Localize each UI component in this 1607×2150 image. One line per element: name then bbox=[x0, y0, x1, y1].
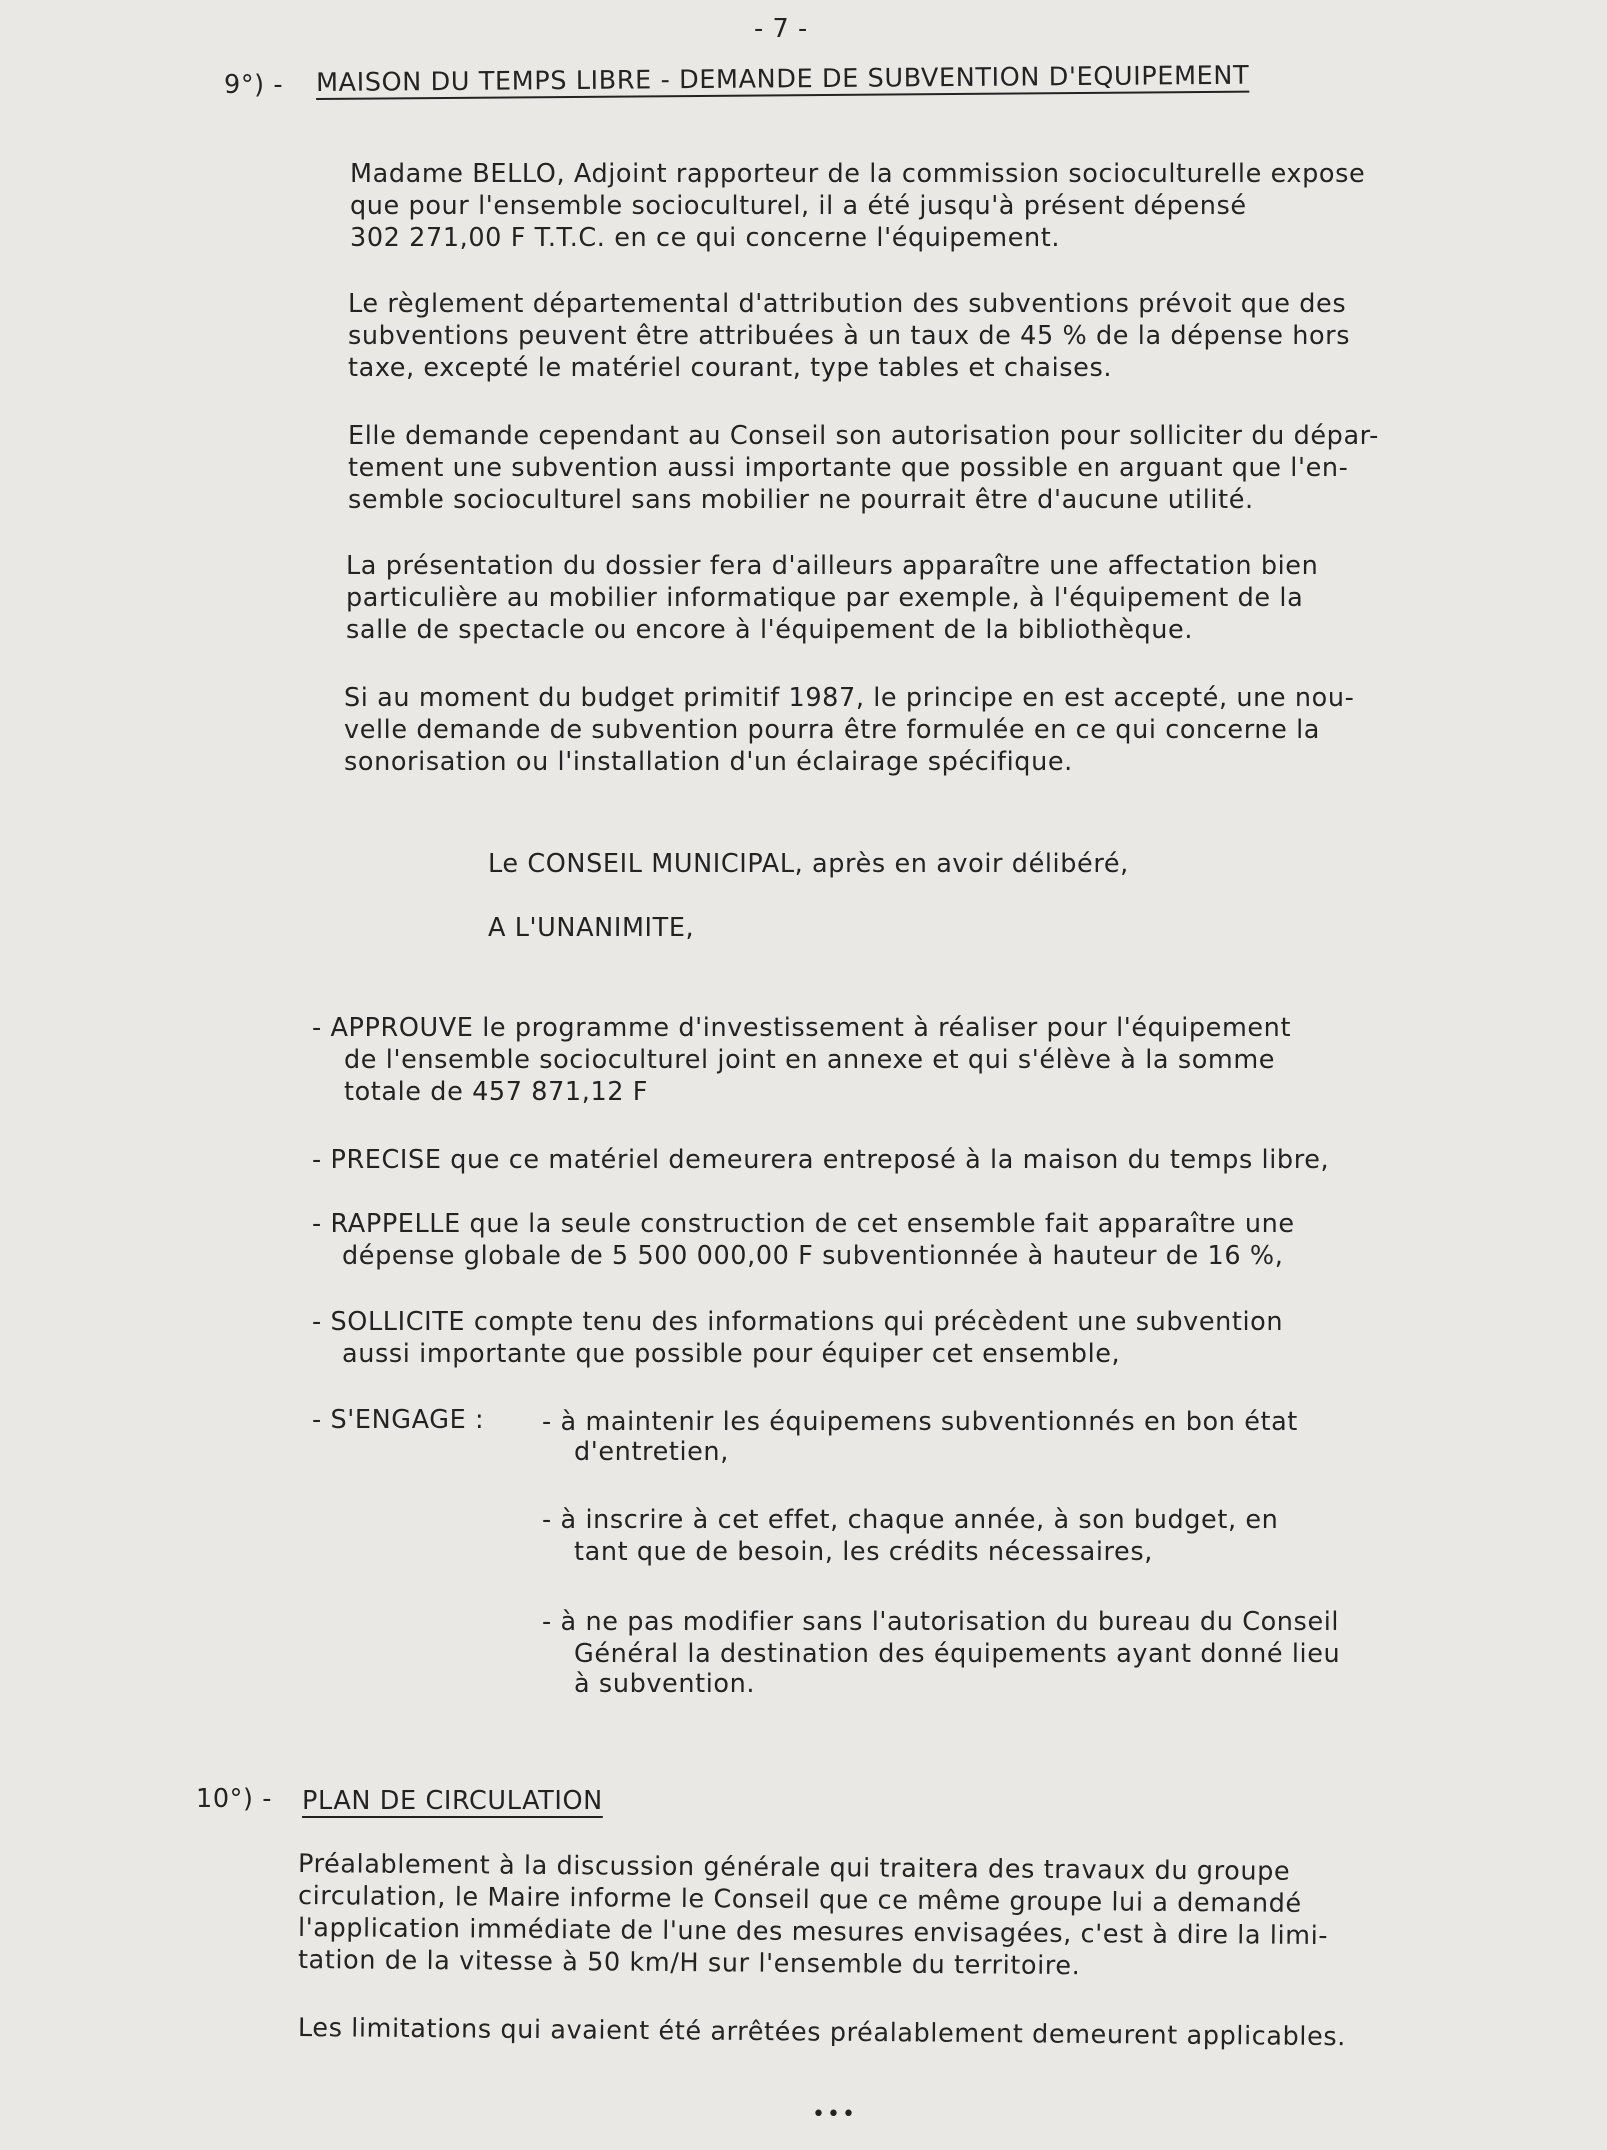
text-line: salle de spectacle ou encore à l'équipement de la bibliothèque. bbox=[346, 615, 1194, 645]
text-line: semble socioculturel sans mobilier ne pourrait être d'aucune utilité. bbox=[348, 485, 1254, 515]
text-line: - RAPPELLE que la seule construction de cet ensemble fait apparaître une bbox=[312, 1209, 1295, 1239]
text-line: subventions peuvent être attribuées à un taux de 45 % de la dépense hors bbox=[348, 321, 1351, 351]
text-line: - à ne pas modifier sans l'autorisation du bureau du Conseil bbox=[542, 1607, 1340, 1637]
text-line: - PRECISE que ce matériel demeurera entreposé à la maison du temps libre, bbox=[312, 1145, 1330, 1175]
text-line: - SOLLICITE compte tenu des informations qui précèdent une subvention bbox=[312, 1307, 1284, 1337]
text-line: - à inscrire à cet effet, chaque année, à son budget, en bbox=[542, 1505, 1279, 1535]
continuation-marker: ••• bbox=[812, 2102, 857, 2127]
text-line: dépense globale de 5 500 000,00 F subventionnée à hauteur de 16 %, bbox=[342, 1241, 1284, 1271]
text-line: l'application immédiate de l'une des mesures envisagées, c'est à dire la limi- bbox=[297, 1913, 1329, 1952]
text-line: Le règlement départemental d'attribution des subventions prévoit que des bbox=[348, 289, 1347, 319]
text-line: à subvention. bbox=[574, 1669, 756, 1699]
text-line: La présentation du dossier fera d'ailleurs apparaître une affectation bien bbox=[346, 551, 1319, 581]
text-line: que pour l'ensemble socioculturel, il a été jusqu'à présent dépensé bbox=[350, 191, 1247, 221]
text-line: - APPROUVE le programme d'investissement à réaliser pour l'équipement bbox=[312, 1013, 1292, 1043]
text-line: taxe, excepté le matériel courant, type tables et chaises. bbox=[348, 353, 1113, 383]
text-line: Si au moment du budget primitif 1987, le principe en est accepté, une nou- bbox=[344, 683, 1355, 713]
text-line: tant que de besoin, les crédits nécessaires, bbox=[574, 1537, 1153, 1567]
text-line: tation de la vitesse à 50 km/H sur l'ensemble du territoire. bbox=[297, 1945, 1081, 1982]
vote-result: A L'UNANIMITE, bbox=[488, 913, 695, 943]
text-line: circulation, le Maire informe le Conseil que ce même groupe lui a demandé bbox=[297, 1881, 1302, 1919]
engage-label: - S'ENGAGE : bbox=[312, 1405, 485, 1435]
council-deliberation: Le CONSEIL MUNICIPAL, après en avoir délibéré, bbox=[488, 849, 1129, 879]
text-line: - à maintenir les équipemens subventionnés en bon état bbox=[542, 1407, 1298, 1437]
text-line: Les limitations qui avaient été arrêtées préalablement demeurent applicables. bbox=[297, 2013, 1347, 2053]
text-line: Madame BELLO, Adjoint rapporteur de la commission socioculturelle expose bbox=[350, 159, 1366, 189]
text-line: 302 271,00 F T.T.C. en ce qui concerne l'équipement. bbox=[350, 223, 1061, 253]
text-line: velle demande de subvention pourra être formulée en ce qui concerne la bbox=[344, 715, 1321, 745]
text-line: tement une subvention aussi importante que possible en arguant que l'en- bbox=[348, 453, 1349, 483]
text-line: sonorisation ou l'installation d'un éclairage spécifique. bbox=[344, 747, 1073, 777]
text-line: totale de 457 871,12 F bbox=[344, 1077, 649, 1107]
text-line: Général la destination des équipements ayant donné lieu bbox=[574, 1639, 1341, 1669]
section-9-title: MAISON DU TEMPS LIBRE - DEMANDE DE SUBVENTION D'EQUIPEMENT bbox=[315, 60, 1250, 98]
text-line: Préalablement à la discussion générale qui traitera des travaux du groupe bbox=[297, 1849, 1291, 1887]
section-10-number: 10°) - bbox=[196, 1784, 273, 1814]
text-line: d'entretien, bbox=[574, 1437, 729, 1467]
text-line: aussi importante que possible pour équiper cet ensemble, bbox=[342, 1339, 1121, 1369]
text-line: Elle demande cependant au Conseil son autorisation pour solliciter du dépar- bbox=[348, 421, 1379, 451]
page-number: - 7 - bbox=[754, 14, 808, 44]
text-line: particulière au mobilier informatique par exemple, à l'équipement de la bbox=[346, 583, 1304, 613]
section-10-title: PLAN DE CIRCULATION bbox=[302, 1786, 603, 1816]
text-line: de l'ensemble socioculturel joint en annexe et qui s'élève à la somme bbox=[344, 1045, 1276, 1075]
section-9-number: 9°) - bbox=[224, 70, 284, 100]
